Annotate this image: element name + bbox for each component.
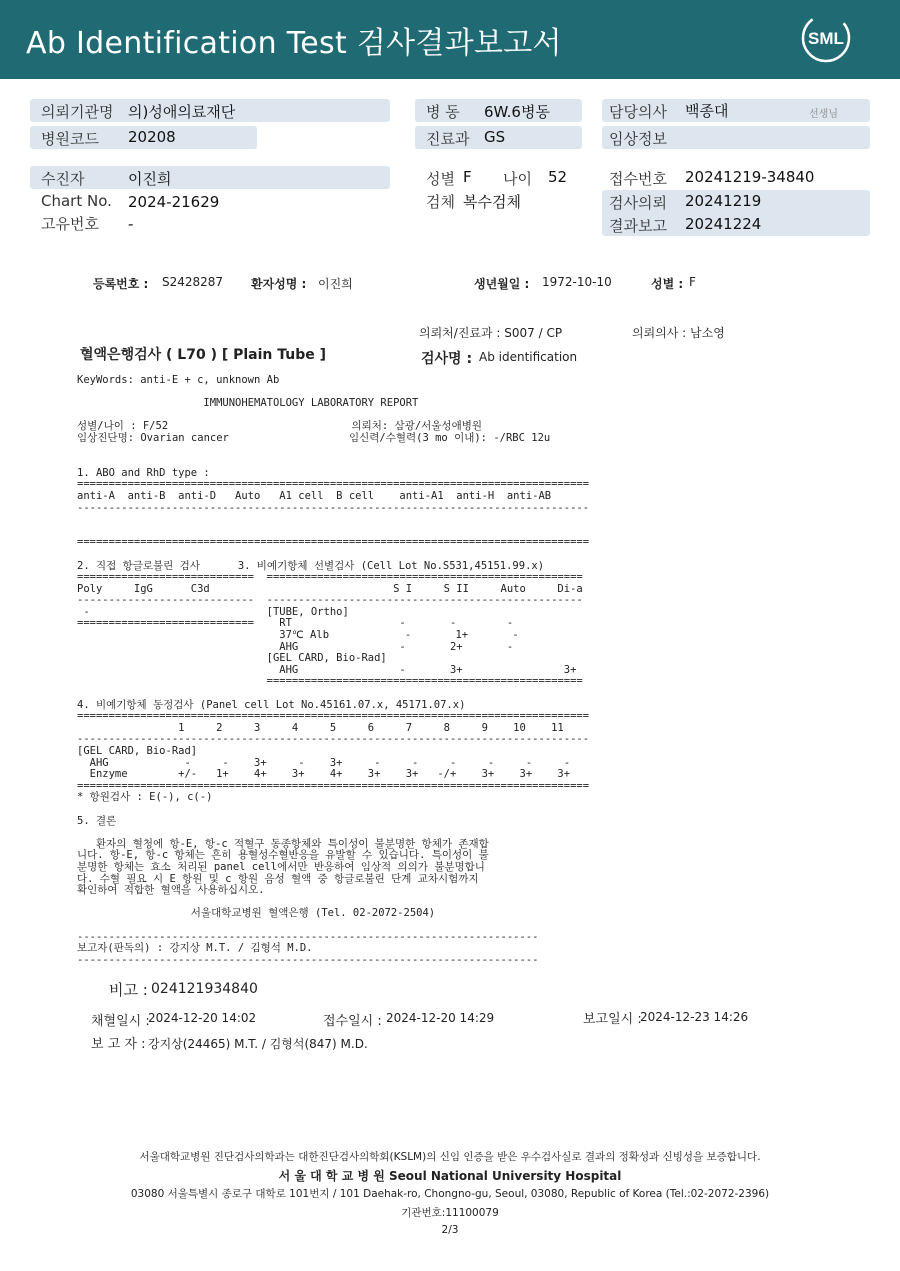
report-line: ==================================================: [77, 675, 583, 688]
name-label: 환자성명 :: [251, 277, 307, 291]
hospital-code-value: 20208: [128, 128, 176, 146]
receive-label: 접수일시 :: [323, 1014, 382, 1029]
patient-label: 수진자: [41, 170, 85, 188]
report-line: ---------------------------- --------------------------------------------------: [77, 594, 583, 607]
ward-label: 병 동: [426, 103, 460, 121]
report-line: 임상진단명: Ovarian cancer 임신력/수혈력(3 mo 이내): -/RBC 12u: [77, 431, 551, 444]
report-line: 1. ABO and RhD type :: [77, 466, 210, 479]
reporter-value: 강지상(24465) M.T. / 김형석(847) M.D.: [148, 1037, 368, 1051]
report-line: [77, 456, 589, 468]
age-value: 52: [548, 168, 568, 186]
report-line: =================================================================================: [77, 710, 590, 723]
chart-value: 2024-21629: [128, 193, 220, 211]
referral-info: 의뢰처/진료과 : S007 / CP: [419, 326, 563, 340]
result-value: 20241224: [685, 215, 762, 233]
report-line: 2. 직접 항글로불린 검사 3. 비예기항체 선별검사 (Cell Lot No.S531,45151.99.x): [77, 559, 545, 572]
report-line: 4. 비예기항체 동정검사 (Panel cell Lot No.45161.07.x, 45171.07.x): [77, 698, 466, 711]
report-line: -------------------------------------------------------------------------: [77, 953, 539, 966]
test-title: 혈액은행검사 ( L70 ) [ Plain Tube ]: [80, 347, 327, 363]
name-value: 이진희: [318, 277, 353, 291]
report-line: 니다. 항-E, 항-c 항체는 흔히 용혈성수혈반응을 유발할 수 있습니다. 특이성이 불: [77, 849, 489, 862]
reporter-label: 보 고 자 :: [91, 1037, 146, 1052]
page-number: 2/3: [441, 1224, 459, 1236]
report-line: KeyWords: anti-E + c, unknown Ab: [77, 374, 280, 386]
report-line: anti-A anti-B anti-D Auto A1 cell B cell anti-A1 anti-H anti-AB: [77, 489, 552, 502]
sml-logo-icon: [800, 12, 852, 64]
result-label: 결과보고: [609, 217, 667, 235]
report-line: - [TUBE, Ortho]: [77, 605, 349, 618]
report-time-label: 보고일시 :: [583, 1012, 642, 1027]
remark-value: 024121934840: [151, 981, 258, 997]
logo-text: SML: [808, 29, 844, 48]
report-line: AHG - 3+ 3+: [77, 663, 577, 676]
sex-label: 성별: [426, 170, 455, 188]
report-line: AHG - - 3+ - 3+ - - - - - -: [77, 756, 571, 769]
collect-value: 2024-12-20 14:02: [148, 1011, 257, 1025]
report-line: 보고자(판독의) : 강지상 M.T. / 김형석 M.D.: [77, 942, 313, 955]
report-line: 서울대학교병원 혈액은행 (Tel. 02-2072-2504): [77, 907, 436, 920]
report-line: ============================ RT - - -: [77, 617, 514, 630]
report-line: =================================================================================: [77, 536, 590, 549]
footer-hospital-name: 서 울 대 학 교 병 원 Seoul National University Hospital: [278, 1169, 622, 1183]
specimen-label: 검체: [426, 193, 455, 211]
report-line: [GEL CARD, Bio-Rad]: [77, 652, 387, 665]
report-line: ---------------------------------------------------------------------------------: [77, 501, 590, 514]
hospital-code-label: 병원코드: [41, 130, 99, 148]
report-line: AHG - 2+ -: [77, 640, 514, 653]
dept-value: GS: [484, 128, 506, 146]
footer-address: 03080 서울특별시 종로구 대학로 101번지 / 101 Daehak-ro, Chongno-gu, Seoul, 03080, Republic of Korea (Tel.:02-2072-2396): [130, 1188, 770, 1200]
report-line: 37℃ Alb - 1+ -: [77, 629, 519, 642]
remark-label: 비고 :: [109, 981, 148, 999]
footer-certification: 서울대학교병원 진단검사의학과는 대한진단검사의학회(KSLM)의 신임 인증을 받은 우수검사실로 결과의 정확성과 신빙성을 보증합니다.: [139, 1151, 761, 1163]
receipt-value: 20241219-34840: [685, 168, 815, 186]
report-line: [77, 688, 589, 700]
report-line: =================================================================================: [77, 779, 590, 792]
dob-label: 생년월일 :: [474, 277, 530, 291]
test-name-value: Ab identification: [479, 350, 578, 364]
report-line: Poly IgG C3d S I S II Auto Di-a: [77, 582, 583, 595]
report-line: 5. 결론: [77, 814, 117, 827]
doctor-value: 백종대: [685, 102, 729, 120]
report-line: ============================ ==================================================: [77, 571, 583, 584]
clinical-label: 임상정보: [609, 130, 667, 148]
report-line: 분명한 항체는 효소 처리된 panel cell에서만 반응하여 임상적 의의가 불분명합니: [77, 860, 485, 873]
report-line: [77, 445, 589, 457]
report-line: * 항원검사 : E(-), c(-): [77, 791, 213, 804]
report-line: 환자의 혈청에 항-E, 항-c 적혈구 동종항체와 특이성이 불분명한 항체가 존재합: [77, 837, 489, 850]
chart-label: Chart No.: [41, 192, 112, 210]
report-line: Enzyme +/- 1+ 4+ 3+ 4+ 3+ 3+ -/+ 3+ 3+ 3+: [77, 768, 571, 781]
report-sex-value: F: [689, 275, 696, 289]
lab-report-body: [77, 375, 589, 966]
receipt-label: 접수번호: [609, 170, 667, 188]
doctor-label: 담당의사: [609, 103, 667, 121]
age-label: 나이: [503, 170, 532, 188]
unique-label: 고유번호: [41, 215, 99, 233]
collect-label: 채혈일시 :: [91, 1014, 150, 1029]
report-line: [GEL CARD, Bio-Rad]: [77, 745, 198, 757]
test-name-label: 검사명 :: [421, 351, 473, 367]
test-req-label: 검사의뢰: [609, 194, 667, 212]
report-line: 다. 수혈 필요 시 E 항원 및 c 항원 음성 혈액 중 항글로불린 단계 교차시험까지: [77, 872, 479, 885]
report-time-value: 2024-12-23 14:26: [640, 1010, 749, 1024]
ward-value: 6W.6병동: [484, 103, 550, 121]
institution-label: 의뢰기관명: [41, 103, 114, 121]
doctor-suffix: 선생님: [809, 109, 838, 120]
report-line: ---------------------------------------------------------------------------------: [77, 733, 590, 746]
report-line: [77, 549, 589, 561]
institution-value: 의)성애의료재단: [128, 103, 236, 121]
patient-value: 이진희: [128, 170, 172, 188]
receive-value: 2024-12-20 14:29: [386, 1011, 495, 1025]
specimen-value: 복수검체: [463, 193, 521, 211]
reg-value: S2428287: [162, 275, 224, 289]
footer-institution-code: 기관번호:11100079: [401, 1207, 499, 1219]
dob-value: 1972-10-10: [542, 275, 612, 289]
report-line: 확인하여 적합한 혈액을 사용하십시오.: [77, 884, 265, 897]
dept-label: 진료과: [426, 130, 470, 148]
test-req-value: 20241219: [685, 192, 762, 210]
report-line: =================================================================================: [77, 478, 590, 491]
report-line: 1 2 3 4 5 6 7 8 9 10 11: [77, 721, 564, 734]
report-line: [77, 827, 589, 839]
report-line: 성별/나이 : F/52 의뢰처: 삼광/서울성애병원: [77, 420, 483, 433]
report-line: [77, 514, 589, 526]
report-line: IMMUNOHEMATOLOGY LABORATORY REPORT: [77, 397, 419, 410]
report-line: -------------------------------------------------------------------------: [77, 930, 539, 943]
reg-label: 등록번호 :: [93, 277, 149, 291]
sex-value: F: [463, 168, 472, 186]
report-sex-label: 성별 :: [651, 277, 684, 291]
page-title: Ab Identification Test 검사결과보고서: [26, 26, 562, 61]
report-line: [77, 804, 589, 816]
unique-value: -: [128, 215, 134, 233]
report-line: [77, 920, 589, 932]
report-header: [0, 0, 900, 79]
referral-doctor: 의뢰의사 : 남소영: [632, 326, 725, 340]
